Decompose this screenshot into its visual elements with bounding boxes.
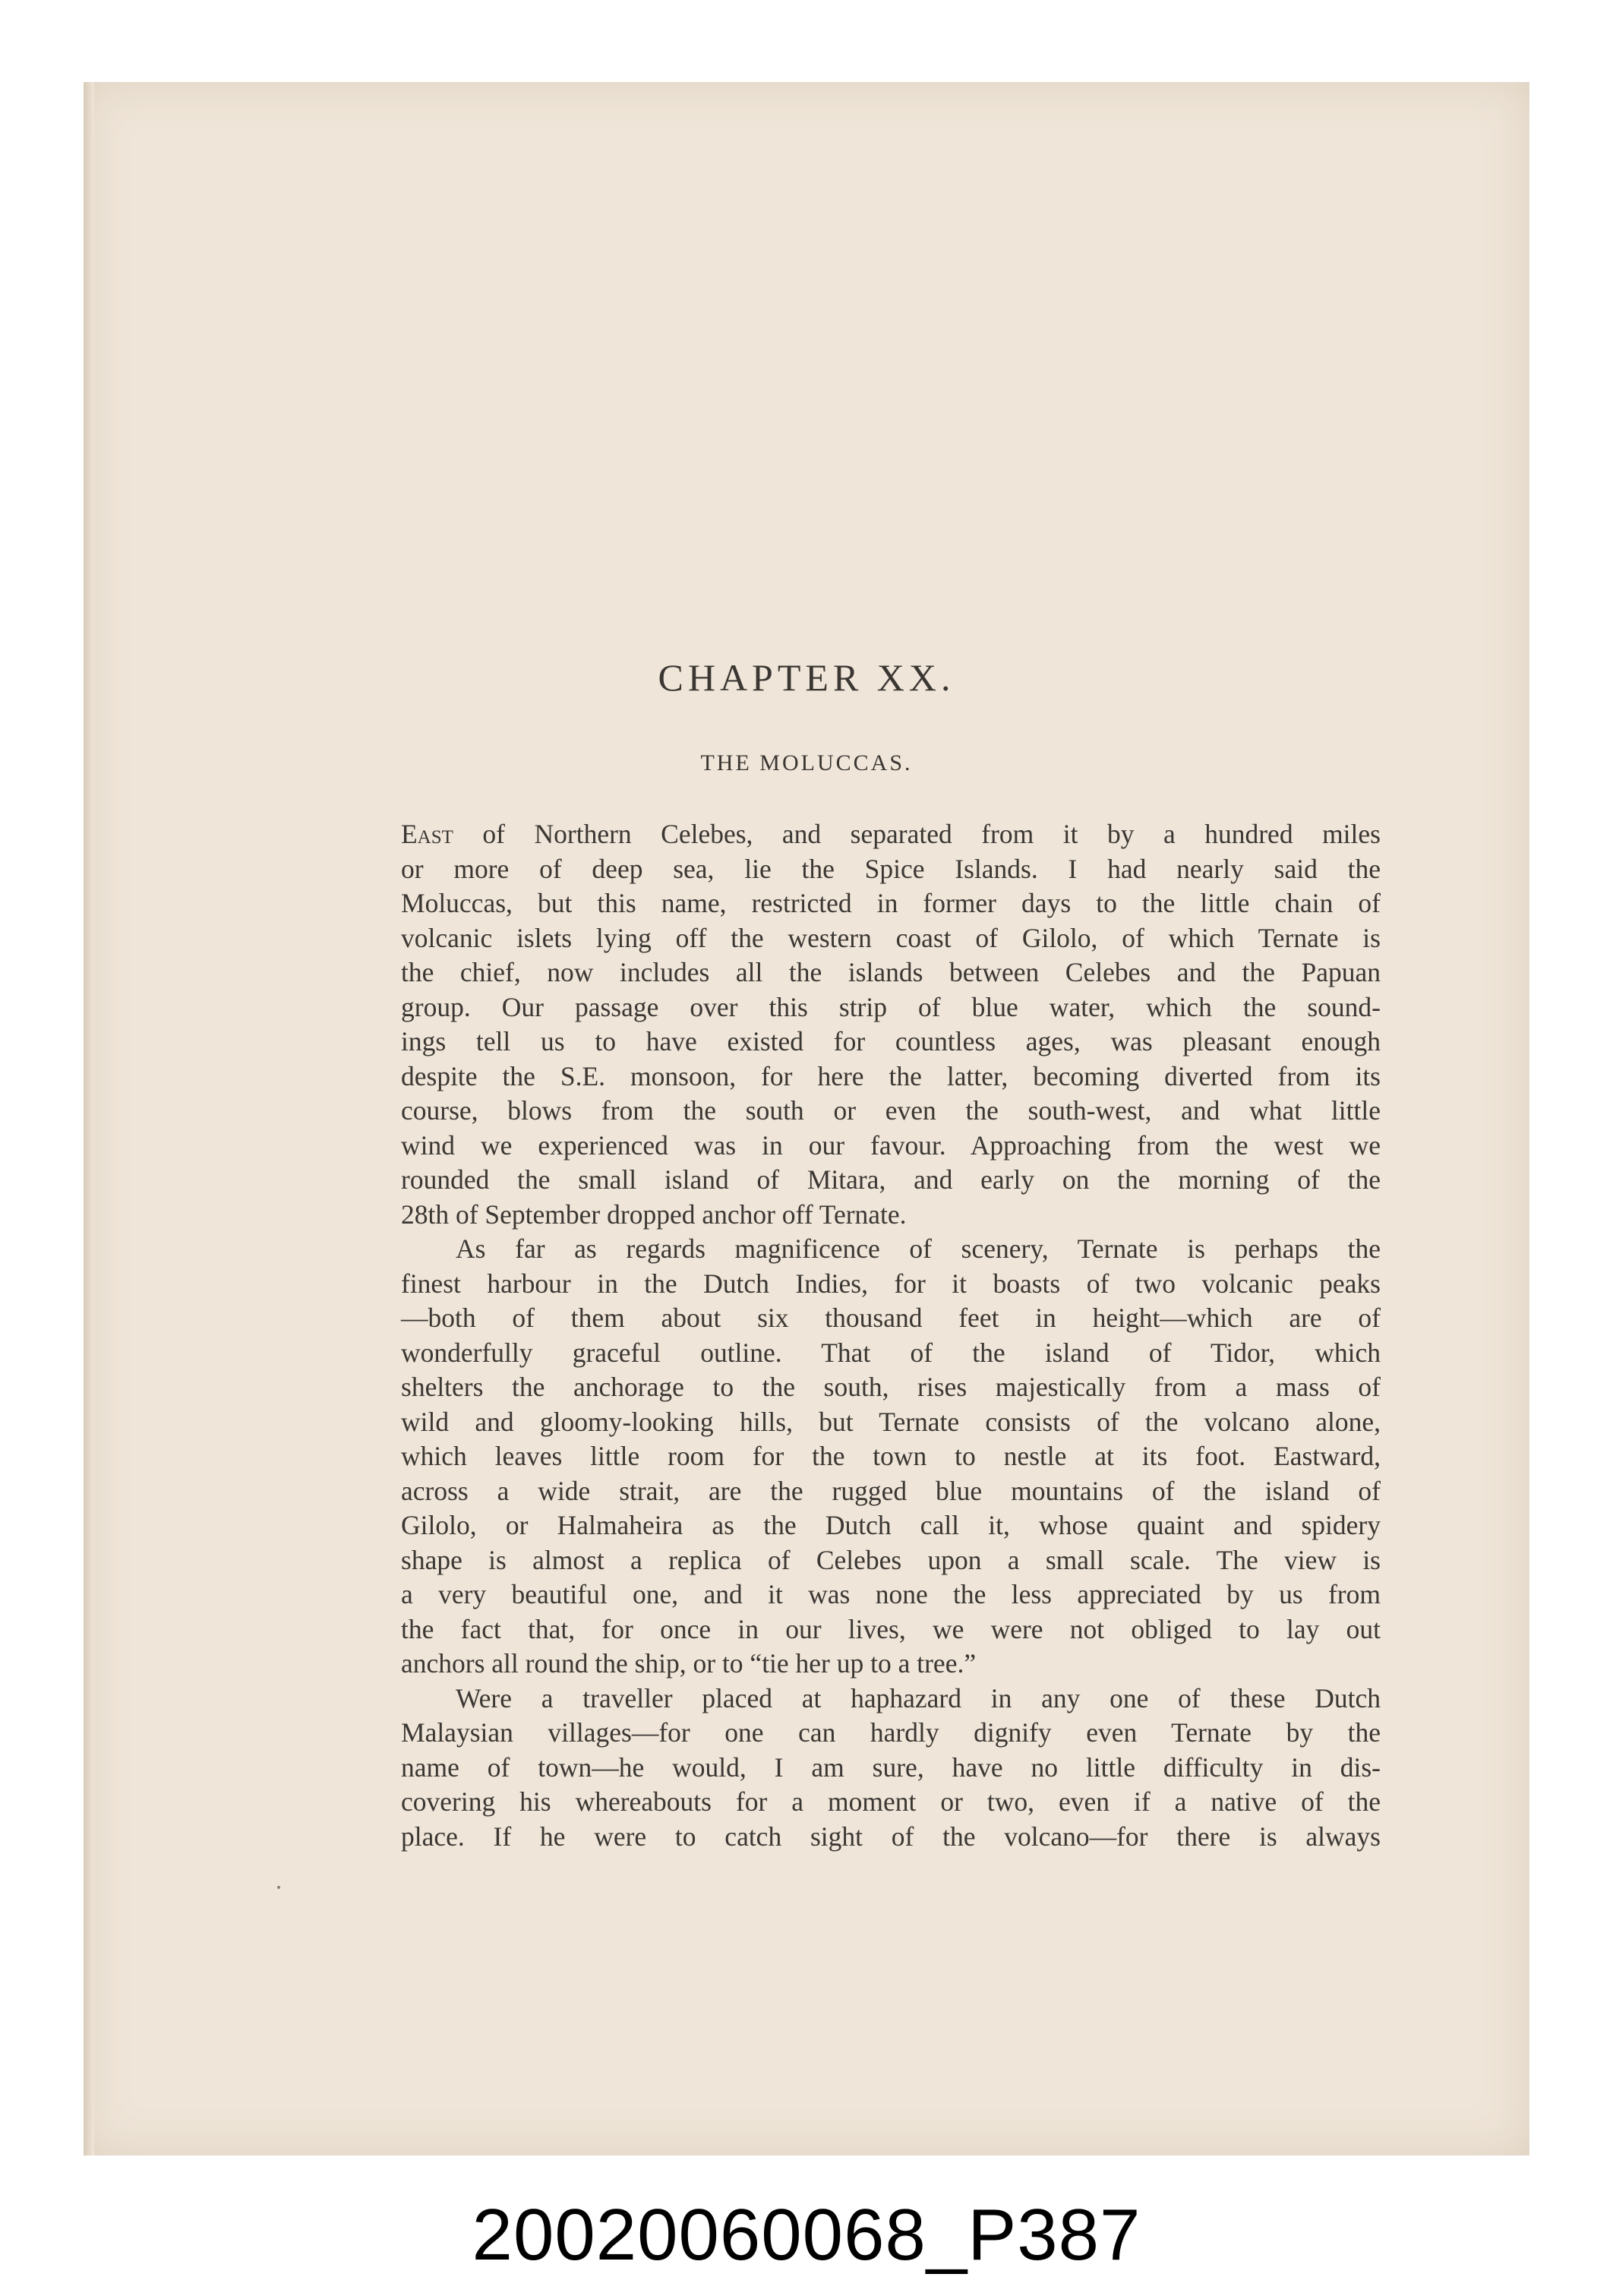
line-text: the fact that, for once in our lives, we were not obliged to lay out bbox=[401, 1613, 1381, 1644]
text-line bbox=[401, 1439, 1381, 1474]
line-text: the chief, now includes all the islands between Celebes and the Papuan bbox=[401, 957, 1381, 987]
text-line bbox=[401, 1060, 1381, 1094]
text-line bbox=[401, 1163, 1381, 1198]
text-line bbox=[401, 990, 1381, 1025]
drop-word: East bbox=[401, 819, 453, 849]
line-text: Gilolo, or Halmaheira as the Dutch call it, whose quaint and spidery bbox=[401, 1510, 1381, 1540]
line-text: As far as regards magnificence of scenery, Ternate is perhaps the bbox=[456, 1233, 1381, 1264]
line-text: which leaves little room for the town to nestle at its foot. Eastward, bbox=[401, 1441, 1381, 1471]
text-line bbox=[401, 1267, 1381, 1302]
line-text: shelters the anchorage to the south, rises majestically from a mass of bbox=[401, 1372, 1381, 1402]
text-line bbox=[401, 921, 1381, 956]
line-text: despite the S.E. monsoon, for here the latter, becoming diverted from its bbox=[401, 1060, 1381, 1091]
line-text: rounded the small island of Mitara, and early on the morning of the bbox=[401, 1164, 1381, 1195]
text-line bbox=[401, 1405, 1381, 1440]
text-line bbox=[401, 1336, 1381, 1371]
text-line bbox=[401, 1612, 1381, 1647]
line-text: finest harbour in the Dutch Indies, for it boasts of two volcanic peaks bbox=[401, 1268, 1381, 1299]
paper-speck bbox=[277, 1886, 280, 1889]
text-line bbox=[401, 1508, 1381, 1543]
text-line bbox=[401, 1682, 1381, 1716]
line-text: wonderfully graceful outline. That of the island of Tidor, which bbox=[401, 1337, 1381, 1368]
text-line bbox=[401, 1716, 1381, 1751]
text-line bbox=[401, 1820, 1381, 1855]
line-text: of Northern Celebes, and separated from it by a hundred miles bbox=[453, 819, 1381, 849]
line-text: —both of them about six thousand feet in height—which are of bbox=[401, 1303, 1381, 1333]
line-text: group. Our passage over this strip of blue water, which the sound- bbox=[401, 991, 1381, 1022]
line-text: Malaysian villages—for one can hardly dignify even Ternate by the bbox=[401, 1717, 1381, 1748]
line-text: place. If he were to catch sight of the volcano—for there is always bbox=[401, 1821, 1381, 1852]
line-text: wind we experienced was in our favour. Approaching from the west we bbox=[401, 1129, 1381, 1161]
line-text: volcanic islets lying off the western coast of Gilolo, of which Ternate is bbox=[401, 922, 1381, 953]
text-line bbox=[401, 886, 1381, 921]
catalog-label: 20020060068_P387 bbox=[472, 2194, 1141, 2275]
text-line bbox=[401, 817, 1381, 852]
body-text bbox=[401, 817, 1381, 1854]
text-line bbox=[401, 1301, 1381, 1336]
text-line bbox=[401, 852, 1381, 887]
chapter-title: CHAPTER XX. bbox=[658, 656, 955, 699]
line-text: 28th of September dropped anchor off Ternate. bbox=[401, 1199, 907, 1230]
line-text: anchors all round the ship, or to “tie her up to a tree.” bbox=[401, 1648, 977, 1679]
text-line bbox=[401, 1370, 1381, 1405]
text-line bbox=[401, 1647, 1381, 1682]
text-line bbox=[401, 1474, 1381, 1509]
line-text: name of town—he would, I am sure, have no little difficulty in dis- bbox=[401, 1751, 1381, 1783]
text-line bbox=[401, 955, 1381, 990]
text-line bbox=[401, 1785, 1381, 1820]
line-text: a very beautiful one, and it was none the less appreciated by us from bbox=[401, 1579, 1381, 1609]
line-text: Moluccas, but this name, restricted in former days to the little chain of bbox=[401, 888, 1381, 918]
line-text: shape is almost a replica of Celebes upon a small scale. The view is bbox=[401, 1544, 1381, 1575]
line-text: course, blows from the south or even the south-west, and what little bbox=[401, 1095, 1381, 1126]
scanned-page bbox=[84, 82, 1529, 2155]
text-line bbox=[401, 1543, 1381, 1578]
text-line bbox=[401, 1198, 1381, 1233]
line-text: or more of deep sea, lie the Spice Islands. I had nearly said the bbox=[401, 853, 1381, 884]
text-line bbox=[401, 1578, 1381, 1612]
text-line bbox=[401, 1094, 1381, 1129]
text-line bbox=[401, 1232, 1381, 1267]
chapter-subtitle: THE MOLUCCAS. bbox=[700, 750, 913, 775]
text-line bbox=[401, 1025, 1381, 1060]
text-line bbox=[401, 1751, 1381, 1786]
page-edge bbox=[84, 82, 94, 2155]
line-text: across a wide strait, are the rugged blue mountains of the island of bbox=[401, 1475, 1381, 1506]
line-text: Were a traveller placed at haphazard in any one of these Dutch bbox=[456, 1682, 1381, 1713]
line-text: ings tell us to have existed for countless ages, was pleasant enough bbox=[401, 1026, 1381, 1056]
text-line bbox=[401, 1129, 1381, 1164]
line-text: covering his whereabouts for a moment or two, even if a native of the bbox=[401, 1786, 1381, 1817]
line-text: wild and gloomy-looking hills, but Ternate consists of the volcano alone, bbox=[401, 1406, 1381, 1437]
